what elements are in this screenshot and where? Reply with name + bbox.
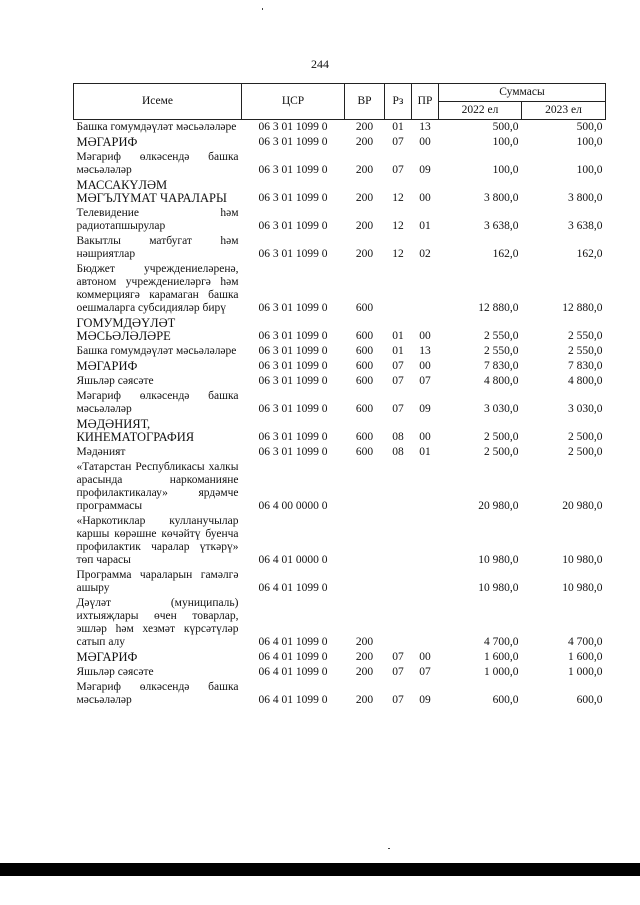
row-pr: 01 — [419, 446, 431, 458]
row-sum-2023: 3 800,0 — [568, 192, 603, 204]
header-csr: ЦСР — [242, 84, 345, 120]
row-pr: 00 — [419, 136, 431, 148]
row-sum-2023: 3 030,0 — [568, 403, 603, 415]
row-rz: 07 — [392, 164, 404, 176]
row-sum-2022: 2 550,0 — [484, 330, 519, 342]
row-sum-2023: 2 550,0 — [568, 345, 603, 357]
row-rz: 08 — [392, 446, 404, 458]
table-row — [74, 650, 606, 665]
row-pr: 09 — [419, 164, 431, 176]
row-vr: 600 — [355, 330, 374, 342]
row-name: «Наркотиклар кулланучылар каршы көрәшне көчәйтү буенча профилактик чаралар үткәрү» төп чарасы — [76, 515, 239, 566]
table-row — [74, 417, 606, 445]
page-number: 244 — [311, 57, 329, 71]
row-csr: 06 4 01 1099 0 — [258, 666, 328, 678]
table-row — [74, 514, 606, 568]
row-csr: 06 3 01 1099 0 — [258, 121, 328, 133]
row-sum-2022: 4 800,0 — [484, 375, 519, 387]
row-sum-2022: 3 030,0 — [484, 403, 519, 415]
table-row — [74, 568, 606, 596]
row-pr: 02 — [419, 248, 431, 260]
row-name: Мәгариф өлкәсендә башка мәсьәләләр — [76, 681, 239, 706]
table-row — [74, 234, 606, 262]
table-row — [74, 120, 606, 136]
row-sum-2023: 1 000,0 — [568, 666, 603, 678]
row-rz: 07 — [392, 694, 404, 706]
row-sum-2023: 4 700,0 — [568, 636, 603, 648]
row-sum-2023: 12 880,0 — [562, 302, 603, 314]
row-sum-2023: 4 800,0 — [568, 375, 603, 387]
row-csr: 06 3 01 1099 0 — [258, 431, 328, 443]
row-sum-2023: 2 550,0 — [568, 330, 603, 342]
row-name: Яшьләр сәясәте — [76, 375, 154, 387]
row-sum-2022: 100,0 — [492, 136, 519, 148]
row-vr: 200 — [355, 666, 374, 678]
row-csr: 06 3 01 1099 0 — [258, 302, 328, 314]
row-rz — [385, 460, 412, 514]
table-row — [74, 150, 606, 178]
row-rz: 12 — [392, 220, 404, 232]
row-csr: 06 3 01 1099 0 — [258, 330, 328, 342]
row-rz: 07 — [392, 403, 404, 415]
row-rz: 07 — [392, 360, 404, 372]
table-row — [74, 596, 606, 650]
row-rz: 08 — [392, 431, 404, 443]
row-sum-2022: 20 980,0 — [478, 500, 519, 512]
row-vr: 200 — [355, 220, 374, 232]
table-row — [74, 262, 606, 316]
row-vr: 200 — [355, 121, 374, 133]
table-row — [74, 374, 606, 389]
row-csr: 06 3 01 1099 0 — [258, 220, 328, 232]
row-pr — [412, 596, 439, 650]
table-row — [74, 680, 606, 708]
scan-bottom-bar — [0, 863, 640, 876]
row-sum-2022: 2 500,0 — [484, 431, 519, 443]
row-sum-2023: 1 600,0 — [568, 651, 603, 663]
row-rz: 12 — [392, 192, 404, 204]
row-rz — [385, 514, 412, 568]
table-row — [74, 445, 606, 460]
header-sums: Суммасы — [439, 84, 606, 102]
row-csr: 06 3 01 1099 0 — [258, 446, 328, 458]
row-sum-2022: 600,0 — [492, 694, 519, 706]
row-csr: 06 4 00 0000 0 — [258, 500, 328, 512]
row-sum-2023: 10 980,0 — [562, 554, 603, 566]
row-vr: 200 — [355, 636, 374, 648]
row-sum-2023: 2 500,0 — [568, 446, 603, 458]
row-sum-2022: 2 500,0 — [484, 446, 519, 458]
row-name: Дәүләт (муниципаль) ихтыяҗлары өчен товарлар, эшләр һәм хезмәт күрсәтүләр сатып алу — [76, 597, 239, 648]
row-rz: 01 — [392, 345, 404, 357]
row-csr: 06 3 01 1099 0 — [258, 192, 328, 204]
row-vr — [345, 568, 385, 596]
row-csr: 06 3 01 1099 0 — [258, 248, 328, 260]
header-pr: ПР — [412, 84, 439, 120]
row-name: Башка гомумдәүләт мәсьәләләре — [76, 345, 237, 357]
header-year-2023: 2023 ел — [522, 102, 606, 120]
table-row — [74, 460, 606, 514]
row-name: «Татарстан Республикасы халкы арасында наркоманияне профилактикалау» ярдәмче программасы — [76, 461, 239, 512]
row-pr: 01 — [419, 220, 431, 232]
row-vr: 200 — [355, 248, 374, 260]
row-vr: 600 — [355, 345, 374, 357]
row-sum-2023: 10 980,0 — [562, 582, 603, 594]
table-row — [74, 359, 606, 374]
scan-speck — [262, 8, 263, 10]
scan-speck — [388, 848, 390, 849]
row-sum-2022: 10 980,0 — [478, 582, 519, 594]
row-pr — [412, 568, 439, 596]
row-vr: 200 — [355, 164, 374, 176]
row-sum-2022: 3 638,0 — [484, 220, 519, 232]
row-pr: 13 — [419, 121, 431, 133]
row-name: Яшьләр сәясәте — [76, 666, 154, 678]
table-header — [74, 84, 606, 120]
row-sum-2023: 100,0 — [576, 164, 603, 176]
row-sum-2023: 162,0 — [576, 248, 603, 260]
row-rz — [385, 596, 412, 650]
row-vr: 200 — [355, 651, 374, 663]
row-rz: 01 — [392, 121, 404, 133]
row-sum-2023: 2 500,0 — [568, 431, 603, 443]
row-csr: 06 3 01 1099 0 — [258, 164, 328, 176]
row-csr: 06 3 01 1099 0 — [258, 403, 328, 415]
row-csr: 06 3 01 1099 0 — [258, 360, 328, 372]
row-csr: 06 3 01 1099 0 — [258, 345, 328, 357]
row-pr: 00 — [419, 192, 431, 204]
row-name: ГОМУМДӘҮЛӘТ МӘСЬӘЛӘЛӘРЕ — [76, 316, 176, 343]
row-pr: 00 — [419, 360, 431, 372]
row-vr: 600 — [355, 446, 374, 458]
row-vr: 200 — [355, 192, 374, 204]
row-name: МӘГАРИФ — [76, 650, 138, 664]
table-row — [74, 389, 606, 417]
row-sum-2022: 500,0 — [492, 121, 519, 133]
table-row — [74, 206, 606, 234]
row-pr: 09 — [419, 403, 431, 415]
row-rz: 07 — [392, 666, 404, 678]
row-sum-2022: 10 980,0 — [478, 554, 519, 566]
row-vr: 600 — [355, 360, 374, 372]
row-name: МӘДӘНИЯТ, КИНЕМАТОГРАФИЯ — [76, 417, 195, 444]
row-rz: 01 — [392, 330, 404, 342]
row-rz — [385, 568, 412, 596]
row-vr: 200 — [355, 694, 374, 706]
row-csr: 06 3 01 1099 0 — [258, 136, 328, 148]
row-pr — [412, 460, 439, 514]
row-csr: 06 4 01 1099 0 — [258, 636, 328, 648]
row-name: МӘГАРИФ — [76, 135, 138, 149]
row-sum-2023: 20 980,0 — [562, 500, 603, 512]
table-row — [74, 135, 606, 150]
row-rz: 12 — [392, 248, 404, 260]
row-rz: 07 — [392, 651, 404, 663]
budget-table — [73, 83, 606, 708]
row-sum-2022: 1 600,0 — [484, 651, 519, 663]
table-body — [74, 120, 606, 709]
row-pr — [412, 514, 439, 568]
row-pr — [412, 262, 439, 316]
row-pr: 00 — [419, 651, 431, 663]
table-row — [74, 665, 606, 680]
row-pr: 07 — [419, 375, 431, 387]
row-pr: 00 — [419, 431, 431, 443]
header-vr: ВР — [345, 84, 385, 120]
row-vr: 600 — [355, 431, 374, 443]
row-name: МӘГАРИФ — [76, 359, 138, 373]
row-name: Башка гомумдәүләт мәсьәләләре — [76, 121, 237, 133]
row-csr: 06 4 01 1099 0 — [258, 582, 328, 594]
row-vr: 200 — [355, 136, 374, 148]
row-name: Мәгариф өлкәсендә башка мәсьәләләр — [76, 151, 239, 176]
row-name: Телевидение һәм радиотапшырулар — [76, 207, 239, 232]
row-sum-2023: 7 830,0 — [568, 360, 603, 372]
row-rz: 07 — [392, 136, 404, 148]
row-vr: 600 — [355, 302, 374, 314]
header-rz: Рз — [385, 84, 412, 120]
row-sum-2022: 162,0 — [492, 248, 519, 260]
row-sum-2022: 2 550,0 — [484, 345, 519, 357]
row-pr: 09 — [419, 694, 431, 706]
row-name: Мәгариф өлкәсендә башка мәсьәләләр — [76, 390, 239, 415]
row-name: Мәдәният — [76, 446, 126, 458]
header-name: Исеме — [74, 84, 242, 120]
table-row — [74, 344, 606, 359]
row-pr: 00 — [419, 330, 431, 342]
row-sum-2022: 3 800,0 — [484, 192, 519, 204]
row-vr — [345, 460, 385, 514]
row-sum-2023: 100,0 — [576, 136, 603, 148]
row-sum-2023: 500,0 — [576, 121, 603, 133]
row-name: Программа чараларын гамәлгә ашыру — [76, 569, 239, 594]
row-sum-2022: 7 830,0 — [484, 360, 519, 372]
row-pr: 13 — [419, 345, 431, 357]
row-csr: 06 4 01 1099 0 — [258, 651, 328, 663]
row-csr: 06 4 01 0000 0 — [258, 554, 328, 566]
row-sum-2023: 600,0 — [576, 694, 603, 706]
row-name: Бюджет учреждениеләренә, автоном учреждениеләргә һәм коммерциягә карамаган башка оешмаларга субсидияләр бирү — [76, 263, 239, 314]
table-row — [74, 178, 606, 206]
row-rz — [385, 262, 412, 316]
row-rz: 07 — [392, 375, 404, 387]
row-vr: 600 — [355, 375, 374, 387]
row-sum-2022: 12 880,0 — [478, 302, 519, 314]
row-sum-2023: 3 638,0 — [568, 220, 603, 232]
row-csr: 06 3 01 1099 0 — [258, 375, 328, 387]
row-csr: 06 4 01 1099 0 — [258, 694, 328, 706]
row-name: Вакытлы матбугат һәм нәшриятлар — [76, 235, 239, 260]
row-sum-2022: 1 000,0 — [484, 666, 519, 678]
row-vr: 600 — [355, 403, 374, 415]
row-name: МАССАКҮЛӘМ МӘГЪЛҮМАТ ЧАРАЛАРЫ — [76, 178, 227, 205]
table-row — [74, 316, 606, 344]
header-year-2022: 2022 ел — [439, 102, 522, 120]
row-pr: 07 — [419, 666, 431, 678]
row-sum-2022: 100,0 — [492, 164, 519, 176]
row-vr — [345, 514, 385, 568]
row-sum-2022: 4 700,0 — [484, 636, 519, 648]
